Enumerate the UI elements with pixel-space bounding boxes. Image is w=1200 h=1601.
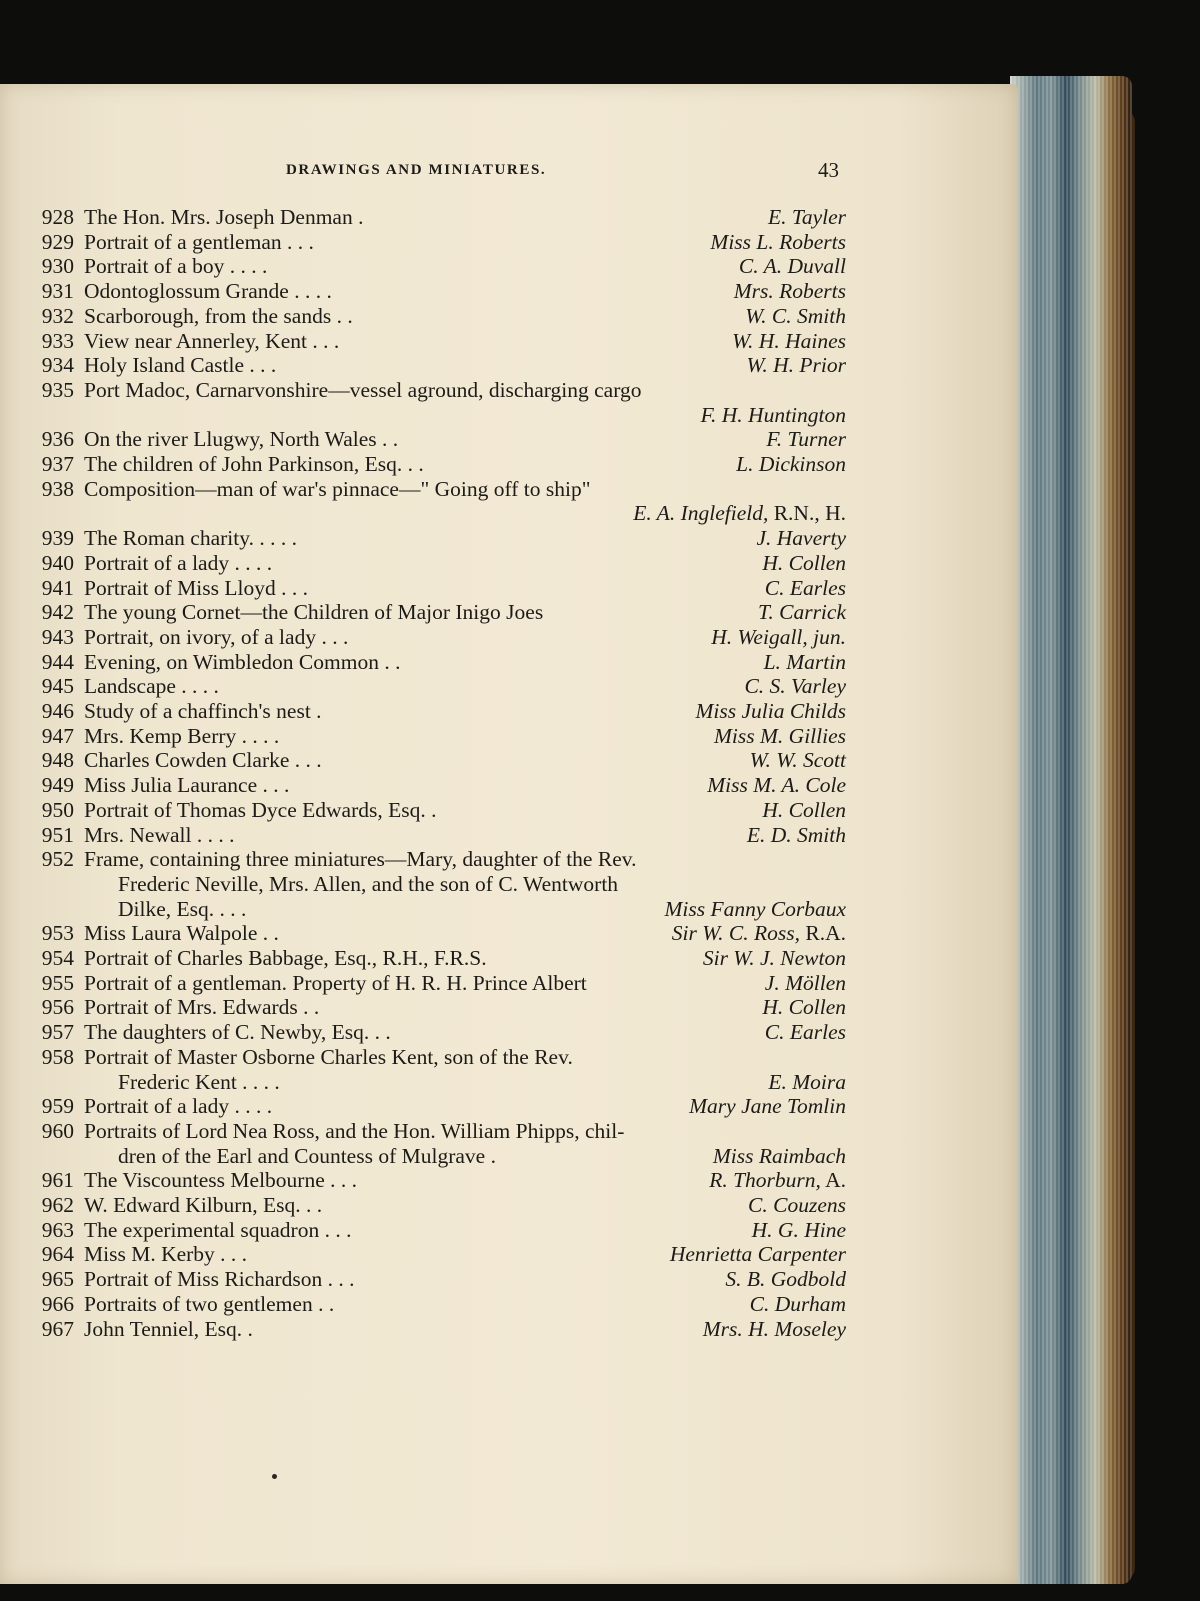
artist-name: Sir W. C. Ross, (671, 921, 800, 946)
artist-name: H. Collen (762, 550, 846, 575)
artist-name: H. Weigall, jun. (711, 624, 846, 649)
entry-title: Mrs. Kemp Berry . . . . (84, 723, 280, 748)
catalogue-entry (30, 476, 846, 502)
entry-artist (762, 550, 846, 576)
artist-name: E. Moira (768, 1069, 846, 1094)
entry-number: 941 (41, 575, 74, 600)
entry-title: View near Annerley, Kent . . . (84, 328, 340, 353)
entry-artist (762, 994, 846, 1020)
artist-name: F. Turner (766, 427, 846, 452)
entry-artist (744, 673, 846, 699)
entry-title: The experimental squadron . . . (84, 1217, 352, 1242)
artist-name: Miss M. Gillies (714, 723, 846, 748)
entry-artist (732, 328, 846, 354)
entry-title: Mrs. Newall . . . . (84, 822, 235, 847)
entry-artist (765, 1019, 846, 1045)
catalogue-entry (30, 229, 846, 255)
entry-title: Portraits of two gentlemen . . (84, 1291, 335, 1316)
entry-title: The Roman charity. . . . . (84, 526, 297, 551)
artist-name: E. A. Inglefield, (633, 501, 769, 526)
entry-title: Study of a chaffinch's nest . (84, 699, 322, 723)
entry-title: Odontoglossum Grande . . . . (84, 279, 332, 304)
entry-title: Frame, containing three miniatures—Mary, daughter of the Rev. (84, 847, 637, 872)
entry-number: 947 (41, 723, 74, 748)
artist-name: Miss L. Roberts (710, 229, 846, 254)
catalogue-entry (84, 871, 846, 897)
entry-number: 931 (41, 279, 74, 304)
entry-number: 965 (41, 1267, 74, 1292)
entry-title: Miss Laura Walpole . . (84, 921, 279, 946)
entry-number: 936 (41, 427, 74, 452)
artist-name: Mrs. H. Moseley (702, 1316, 846, 1341)
entry-number: 930 (41, 254, 74, 279)
entry-number: 934 (41, 353, 74, 378)
artist-name: E. Tayler (767, 205, 846, 229)
entry-number: 932 (41, 303, 74, 328)
catalogue-entry (30, 599, 846, 625)
artist-name: Miss Julia Childs (695, 699, 846, 723)
catalogue-entry (30, 525, 846, 551)
entry-number: 943 (41, 624, 74, 649)
catalogue-entry (30, 698, 846, 724)
artist-name: F. H. Huntington (700, 402, 846, 427)
catalogue-entry (30, 723, 846, 749)
entry-title: The young Cornet—the Children of Major Inigo Joes (84, 600, 544, 625)
catalogue-entry (30, 945, 846, 971)
entry-artist (768, 1069, 846, 1095)
artist-name: L. Dickinson (736, 452, 846, 476)
entry-artist (725, 1266, 846, 1292)
entry-title: dren of the Earl and Countess of Mulgrave . (118, 1143, 496, 1168)
entry-title: Landscape . . . . (84, 674, 219, 699)
catalogue-entry (30, 253, 846, 279)
entry-number: 962 (41, 1193, 74, 1217)
catalogue-entry (30, 1316, 846, 1342)
page-number: 43 (818, 158, 839, 182)
entry-artist (734, 278, 846, 304)
entry-number: 942 (41, 600, 74, 625)
entry-number: 944 (41, 649, 74, 674)
entry-artist (768, 204, 846, 230)
entry-title: Portrait of a gentleman. Property of H. R. H. Prince Albert (84, 970, 587, 995)
entry-number: 954 (41, 946, 74, 970)
entry-title: Evening, on Wimbledon Common . . (84, 649, 401, 674)
artist-name: Miss M. A. Cole (707, 773, 846, 798)
entry-title: The children of John Parkinson, Esq. . . (84, 452, 424, 476)
catalogue-entry (30, 352, 846, 378)
catalogue-entry (30, 994, 846, 1020)
entry-title: Portrait of Miss Lloyd . . . (84, 575, 308, 600)
page-content (0, 84, 1018, 1584)
entry-number: 951 (41, 822, 74, 847)
entry-artist (703, 1316, 846, 1342)
artist-name: H. G. Hine (751, 1217, 846, 1242)
catalogue-entry (30, 426, 846, 452)
entry-artist (764, 649, 846, 675)
catalogue-entry (30, 451, 846, 477)
entry-number: 956 (41, 995, 74, 1020)
entry-title: Portrait of Charles Babbage, Esq., R.H., F.R.S. (84, 946, 487, 970)
entry-artist (746, 352, 846, 378)
entry-artist (711, 624, 846, 650)
entry-artist (765, 970, 846, 996)
entry-title: John Tenniel, Esq. . (84, 1316, 253, 1341)
artist-name: J. Möllen (764, 970, 846, 995)
artist-name: H. Collen (762, 995, 846, 1020)
entry-title: Scarborough, from the sands . . (84, 303, 353, 328)
entry-title: Frederic Neville, Mrs. Allen, and the son of C. Wentworth (118, 871, 619, 896)
artist-name: C. Durham (749, 1291, 846, 1316)
entry-artist (707, 772, 846, 798)
entry-number: 967 (41, 1316, 74, 1341)
entry-title: Portrait of Miss Richardson . . . (84, 1267, 355, 1292)
entry-artist (633, 500, 846, 526)
catalogue-entry (30, 1291, 846, 1317)
entry-artist (766, 426, 846, 452)
artist-suffix: A. (820, 1168, 846, 1193)
catalogue-entry (84, 1069, 846, 1095)
artist-name: W. H. Haines (732, 328, 846, 353)
entry-title: Composition—man of war's pinnace—" Going off to ship" (84, 476, 591, 501)
artist-name: C. Earles (764, 575, 846, 600)
entry-title: Portrait, on ivory, of a lady . . . (84, 624, 349, 649)
entry-number: 935 (41, 377, 74, 402)
artist-name: J. Haverty (756, 526, 846, 551)
artist-suffix: R.N., H. (768, 501, 846, 526)
entry-artist (736, 451, 846, 477)
catalogue-entry (30, 377, 846, 403)
entry-artist (714, 723, 846, 749)
artist-name: S. B. Godbold (725, 1267, 846, 1292)
artist-name: Miss Fanny Corbaux (664, 896, 846, 921)
entry-artist (664, 896, 846, 922)
ink-dot (272, 1474, 277, 1479)
entry-title: Miss M. Kerby . . . (84, 1242, 248, 1267)
entry-title: Charles Cowden Clarke . . . (84, 748, 322, 773)
catalogue-entry (30, 1093, 846, 1119)
catalogue-entry (30, 970, 846, 996)
catalogue-entry (84, 896, 846, 922)
entry-artist (709, 1167, 846, 1193)
entry-number: 964 (41, 1242, 74, 1267)
entry-number: 938 (41, 476, 74, 501)
catalogue-entry (30, 500, 846, 526)
entry-title: The Hon. Mrs. Joseph Denman . (84, 205, 364, 229)
page-edges (1010, 76, 1132, 1584)
entry-title: Portrait of Mrs. Edwards . . (84, 995, 320, 1020)
entry-number: 953 (41, 921, 74, 946)
entry-number: 933 (41, 328, 74, 353)
entry-number: 966 (41, 1291, 74, 1316)
entry-artist (762, 797, 846, 823)
entry-number: 946 (41, 699, 74, 723)
artist-name: Mrs. Roberts (733, 279, 846, 304)
artist-name: H. Collen (762, 797, 846, 822)
entry-title: The Viscountess Melbourne . . . (84, 1168, 357, 1193)
entry-number: 939 (41, 526, 74, 551)
entry-number: 940 (41, 550, 74, 575)
entry-number: 957 (41, 1020, 74, 1045)
entry-artist (750, 747, 846, 773)
catalogue-entry (30, 328, 846, 354)
catalogue-entry (30, 920, 846, 946)
entry-artist (672, 920, 846, 946)
artist-name: R. Thorburn, (709, 1168, 821, 1193)
artist-name: Miss Raimbach (712, 1143, 846, 1168)
artist-name: Sir W. J. Newton (702, 946, 846, 970)
catalogue-entry (30, 1241, 846, 1267)
entry-title: Portrait of a lady . . . . (84, 550, 273, 575)
catalogue-entry (30, 1167, 846, 1193)
entry-number: 963 (41, 1217, 74, 1242)
entry-artist (752, 1217, 846, 1243)
artist-name: C. Earles (764, 1020, 846, 1045)
artist-name: Henrietta Carpenter (669, 1242, 846, 1267)
page (0, 84, 1018, 1584)
catalogue-entry (30, 649, 846, 675)
catalogue-entry (30, 575, 846, 601)
book (0, 70, 1135, 1590)
catalogue-entry (30, 772, 846, 798)
entry-artist (745, 303, 846, 329)
catalogue-entry (30, 624, 846, 650)
entry-title: Portrait of a boy . . . . (84, 254, 268, 279)
entry-title: On the river Llugwy, North Wales . . (84, 427, 399, 452)
artist-name: E. D. Smith (746, 822, 846, 847)
entry-number: 958 (41, 1044, 74, 1069)
catalogue-entry (30, 550, 846, 576)
catalogue-entry (30, 278, 846, 304)
entry-artist (758, 599, 846, 625)
entry-number: 937 (41, 452, 74, 476)
artist-name: W. W. Scott (749, 748, 846, 773)
entry-number: 928 (41, 205, 74, 229)
entry-title: Frederic Kent . . . . (118, 1069, 280, 1094)
catalogue-entry (30, 1266, 846, 1292)
catalogue-entry (30, 822, 846, 848)
catalogue-entry (30, 1118, 846, 1144)
catalogue-entry (30, 204, 846, 230)
catalogue-entry (30, 1217, 846, 1243)
entry-title: The daughters of C. Newby, Esq. . . (84, 1020, 391, 1045)
entry-title: Portraits of Lord Nea Ross, and the Hon. William Phipps, chil- (84, 1118, 625, 1143)
entry-artist (670, 1241, 846, 1267)
catalogue-entry (30, 402, 846, 428)
entry-number: 950 (41, 797, 74, 822)
entry-number: 952 (41, 847, 74, 872)
entry-artist (747, 822, 846, 848)
artist-name: W. H. Prior (746, 353, 846, 378)
catalogue-entry (30, 747, 846, 773)
catalogue-entry (30, 673, 846, 699)
entry-artist (756, 525, 846, 551)
entry-number: 948 (41, 748, 74, 773)
running-head: DRAWINGS AND MINIATURES. (286, 162, 547, 178)
artist-name: L. Martin (763, 649, 846, 674)
entry-number: 960 (41, 1118, 74, 1143)
artist-name: C. S. Varley (744, 674, 846, 699)
entry-number: 945 (41, 674, 74, 699)
entry-number: 959 (41, 1094, 74, 1119)
entry-title: W. Edward Kilburn, Esq. . . (84, 1193, 323, 1217)
entry-artist (701, 402, 846, 428)
entry-title: Portrait of Thomas Dyce Edwards, Esq. . (84, 797, 437, 822)
catalogue-entry (30, 303, 846, 329)
entry-artist (750, 1291, 846, 1317)
entry-artist (713, 1143, 846, 1169)
entry-artist (689, 1093, 846, 1119)
entry-number: 949 (41, 773, 74, 798)
catalogue-entry (30, 1019, 846, 1045)
entry-title: Portrait of a gentleman . . . (84, 229, 314, 254)
entry-title: Portrait of a lady . . . . (84, 1094, 273, 1119)
entry-title: Portrait of Master Osborne Charles Kent, son of the Rev. (84, 1044, 573, 1069)
entry-title: Miss Julia Laurance . . . (84, 773, 290, 798)
entry-number: 961 (41, 1168, 74, 1193)
entry-artist (710, 229, 846, 255)
entry-title: Port Madoc, Carnarvonshire—vessel aground, discharging cargo (84, 377, 642, 402)
entry-title: Holy Island Castle . . . (84, 353, 277, 378)
entry-artist (703, 945, 846, 971)
artist-name: C. A. Duvall (738, 254, 846, 279)
artist-name: W. C. Smith (745, 303, 846, 328)
entry-artist (765, 575, 846, 601)
entry-number: 955 (41, 970, 74, 995)
catalogue-entry (30, 846, 846, 872)
artist-name: T. Carrick (758, 600, 846, 625)
catalogue-entry (84, 1143, 846, 1169)
catalogue-entry (30, 1044, 846, 1070)
artist-name: C. Couzens (748, 1193, 846, 1217)
entry-artist (748, 1192, 846, 1218)
catalogue-entry (30, 797, 846, 823)
entry-title: Dilke, Esq. . . . (118, 896, 247, 921)
entry-artist (695, 698, 846, 724)
artist-name: Mary Jane Tomlin (689, 1094, 846, 1119)
artist-suffix: R.A. (800, 921, 846, 946)
entry-artist (739, 253, 846, 279)
catalogue-entry (30, 1192, 846, 1218)
entry-number: 929 (41, 229, 74, 254)
